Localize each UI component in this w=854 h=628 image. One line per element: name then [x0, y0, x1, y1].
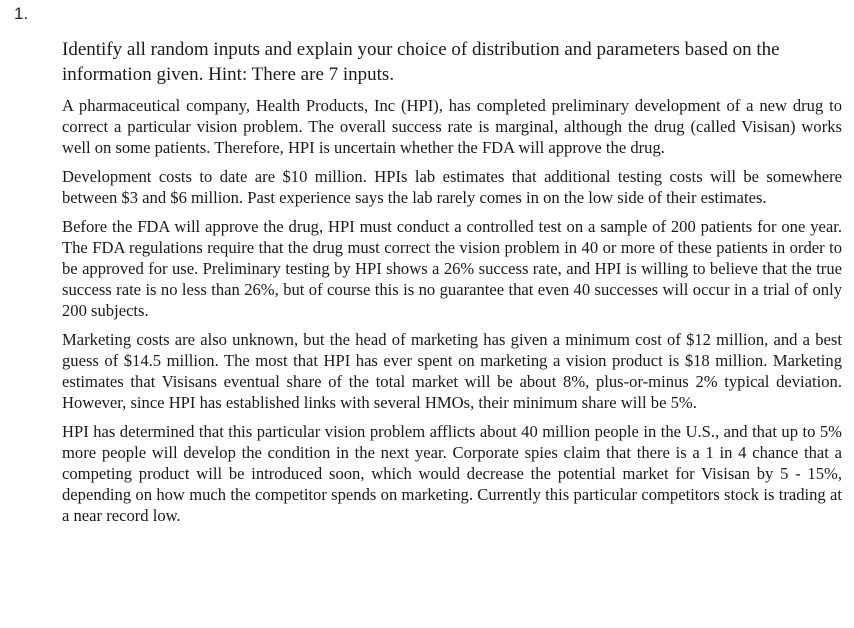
paragraph-intro: A pharmaceutical company, Health Products, Inc (HPI), has completed preliminary development of a new drug to correct a particular vision problem. The overall success rate is marginal, although the drug (called Visisan) works well on some patients. Therefore, HPI is uncertain whether the FDA will approve the drug. — [62, 96, 842, 157]
question-prompt: Identify all random inputs and explain your choice of distribution and parameters based on the information given. Hint: There are 7 inputs. — [62, 39, 780, 85]
paragraph-fda-trial: Before the FDA will approve the drug, HPI must conduct a controlled test on a sample of 200 patients for one year. The FDA regulations require that the drug must correct the vision problem in 40 or more of these patients in order to be approved for use. Preliminary testing by HPI shows a 26% success rate, and HPI is willing to believe that the true success rate is no less than 26%, but of course this is no guarantee that even 40 successes will occur in a trial of only 200 subjects. — [62, 217, 842, 320]
problem-text — [62, 95, 842, 534]
paragraph-market-size: HPI has determined that this particular vision problem afflicts about 40 million people in the U.S., and that up to 5% more people will develop the condition in the next year. Corporate spies claim that there is a 1 in 4 chance that a competing product will be introduced soon, which would decrease the potential market for Visisan by 5 - 15%, depending on how much the competitor spends on marketing. Currently this particular competitors stock is trading at a near record low. — [62, 422, 842, 525]
paragraph-marketing: Marketing costs are also unknown, but the head of marketing has given a minimum cost of $12 million, and a best guess of $14.5 million. The most that HPI has ever spent on marketing a vision product is $18 million. Marketing estimates that Visisans eventual share of the total market will be about 8%, plus-or-minus 2% typical deviation. However, since HPI has established links with several HMOs, their minimum share will be 5%. — [62, 330, 842, 412]
paragraph-development-costs: Development costs to date are $10 million. HPIs lab estimates that additional testing costs will be somewhere between $3 and $6 million. Past experience says the lab rarely comes in on the low side of their estimates. — [62, 167, 842, 207]
question-number: 1. — [14, 4, 29, 23]
